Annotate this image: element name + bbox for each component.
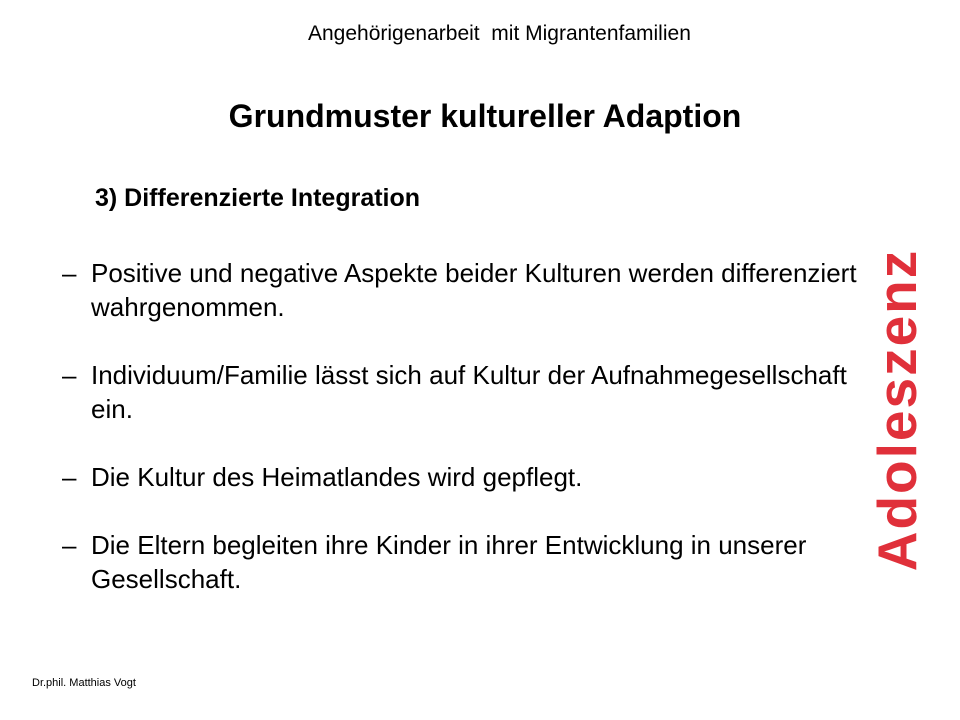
slide-subtitle: 3) Differenzierte Integration bbox=[95, 184, 421, 212]
vertical-topic-label: Adoleszenz bbox=[866, 248, 928, 572]
bullet-text: Positive und negative Aspekte beider Kulturen werden differenziert wahrgenommen. bbox=[91, 258, 857, 322]
slide-title: Grundmuster kultureller Adaption bbox=[228, 98, 742, 134]
bullet-item bbox=[62, 358, 862, 426]
bullet-dash: – bbox=[62, 530, 77, 560]
bullet-dash: – bbox=[62, 258, 77, 288]
bullet-list bbox=[62, 256, 862, 630]
bullet-text: Individuum/Familie lässt sich auf Kultur der Aufnahmegesellschaft ein. bbox=[91, 360, 847, 424]
presentation-header: Angehörigenarbeit mit Migrantenfamilien bbox=[308, 22, 691, 45]
bullet-item bbox=[62, 528, 862, 596]
bullet-item bbox=[62, 256, 862, 324]
bullet-dash: – bbox=[62, 462, 77, 492]
bullet-dash: – bbox=[62, 360, 77, 390]
bullet-text: Die Kultur des Heimatlandes wird gepflegt. bbox=[91, 462, 583, 492]
bullet-text: Die Eltern begleiten ihre Kinder in ihrer Entwicklung in unserer Gesellschaft. bbox=[91, 530, 807, 594]
footer-author: Dr.phil. Matthias Vogt bbox=[32, 677, 136, 689]
bullet-item bbox=[62, 460, 862, 494]
